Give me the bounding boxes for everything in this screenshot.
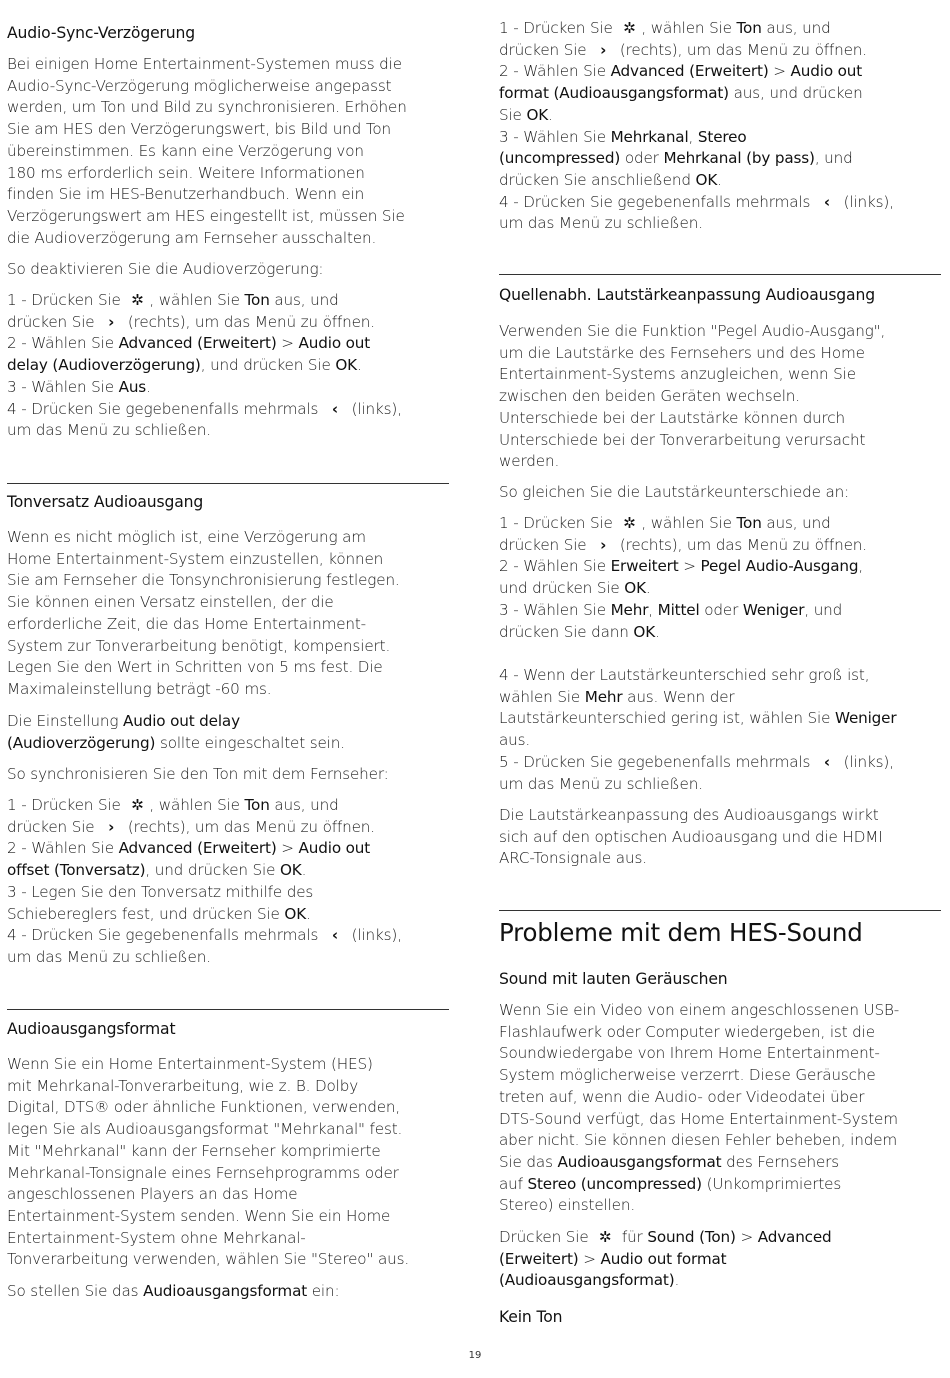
chevron-left-icon: ‹ bbox=[331, 399, 338, 418]
page-number: 19 bbox=[468, 1350, 482, 1361]
step-line: drücken Sie anschließend OK. bbox=[499, 170, 722, 189]
audioausgangsformat-steps bbox=[499, 18, 941, 235]
text-line: Wenn es nicht möglich ist, eine Verzögerung am bbox=[7, 528, 366, 546]
gear-icon: ✲ bbox=[131, 796, 144, 814]
text-line: Stereo) einstellen. bbox=[499, 1196, 636, 1215]
text-line: mit Mehrkanal-Tonverarbeitung, wie z. B. Dolby bbox=[7, 1076, 359, 1095]
step-line: 4 - Drücken Sie gegebenenfalls mehrmals ‹ (links), bbox=[7, 925, 449, 947]
heading-audioausgangsformat: Audioausgangsformat bbox=[7, 1020, 176, 1038]
text-line: Entertainment-System senden. Wenn Sie ein Home bbox=[7, 1206, 391, 1225]
text-line: Home Entertainment-System einzustellen, können bbox=[7, 549, 384, 568]
heading-probleme-hes-sound: Probleme mit dem HES-Sound bbox=[499, 918, 863, 947]
step-line: 1 - Drücken Sie ✲ , wählen Sie Ton aus, und bbox=[7, 290, 449, 312]
text-line: System möglicherweise verzerrt. Diese Geräusche bbox=[499, 1066, 876, 1085]
step-line: drücken Sie dann OK. bbox=[499, 622, 660, 641]
lautstaerke-steps-b bbox=[499, 665, 941, 795]
text-line: DTS-Sound verfügt, das Home Entertainment-System bbox=[499, 1109, 898, 1128]
chevron-left-icon: ‹ bbox=[823, 192, 830, 211]
text-line: Entertainment-System ohne Mehrkanal- bbox=[7, 1228, 306, 1247]
text-line: System zur Tonverarbeitung benötigt, kompensiert. bbox=[7, 636, 391, 655]
chevron-left-icon: ‹ bbox=[823, 752, 830, 771]
text-line: Bei einigen Home Entertainment-Systemen muss die bbox=[7, 55, 402, 73]
step-line: 4 - Drücken Sie gegebenenfalls mehrmals ‹ (links), bbox=[7, 399, 449, 421]
text-line: aber nicht. Sie können diesen Fehler beheben, indem bbox=[499, 1131, 898, 1150]
section-divider bbox=[499, 910, 941, 911]
hes-sound-menu-path bbox=[499, 1227, 941, 1292]
step-line: um das Menü zu schließen. bbox=[7, 947, 211, 966]
text-line: Mit "Mehrkanal" kann der Fernseher komprimierte bbox=[7, 1141, 381, 1160]
text-line: Maximaleinstellung beträgt -60 ms. bbox=[7, 679, 272, 698]
text-line: (Erweitert) > Audio out format bbox=[499, 1249, 727, 1268]
text-line: übereinstimmen. Es kann eine Verzögerung von bbox=[7, 141, 364, 160]
text-line: auf Stereo (uncompressed) (Unkomprimiertes bbox=[499, 1174, 842, 1193]
text-line: Sie am Fernseher die Tonsynchronisierung festlegen. bbox=[7, 571, 400, 590]
step-line: format (Audioausgangsformat) aus, und drücken bbox=[499, 84, 863, 103]
step-line: 3 - Wählen Sie Aus. bbox=[7, 377, 151, 396]
text-line: werden. bbox=[499, 452, 560, 471]
text-line: finden Sie im HES-Benutzerhandbuch. Wenn ein bbox=[7, 185, 365, 204]
audio-sync-paragraph bbox=[7, 54, 449, 249]
text-line: ARC-Tonsignale aus. bbox=[499, 849, 647, 868]
step-line: drücken Sie › (rechts), um das Menü zu öffnen. bbox=[499, 535, 941, 557]
text-line: Die Lautstärkeanpassung des Audioausgangs wirkt bbox=[499, 806, 879, 824]
chevron-right-icon: › bbox=[108, 312, 115, 331]
text-line: Mehrkanal-Tonsignale eines Fernsehprogramms oder bbox=[7, 1163, 399, 1182]
text-line: Soundwiedergabe von Ihrem Home Entertainment- bbox=[499, 1044, 880, 1063]
text-line: (Audioausgangsformat). bbox=[499, 1271, 680, 1290]
text-line: legen Sie als Audioausgangsformat "Mehrkanal" fest. bbox=[7, 1120, 403, 1139]
audioausgangsformat-intro: So stellen Sie das Audioausgangsformat ein: bbox=[7, 1282, 340, 1300]
audioausgangsformat-paragraph bbox=[7, 1054, 449, 1271]
step-line: 3 - Wählen Sie Mehrkanal, Stereo bbox=[499, 127, 747, 146]
audio-sync-steps bbox=[7, 290, 449, 442]
step-line: Sie OK. bbox=[499, 105, 553, 124]
chevron-right-icon: › bbox=[600, 535, 607, 554]
step-line: 2 - Wählen Sie Erweitert > Pegel Audio-Ausgang, bbox=[499, 557, 864, 576]
text-line: 180 ms erforderlich sein. Weitere Informationen bbox=[7, 163, 365, 182]
text-line: Tonverarbeitung verwenden, wählen Sie "Stereo" aus. bbox=[7, 1250, 410, 1269]
gear-icon: ✲ bbox=[623, 19, 636, 37]
step-line: 1 - Drücken Sie ✲ , wählen Sie Ton aus, und bbox=[499, 18, 941, 40]
step-line: 1 - Drücken Sie ✲ , wählen Sie Ton aus, und bbox=[499, 513, 941, 535]
tonversatz-intro: So synchronisieren Sie den Ton mit dem Fernseher: bbox=[7, 765, 389, 783]
step-line: 4 - Wenn der Lautstärkeunterschied sehr groß ist, bbox=[499, 666, 870, 684]
heading-lautstaerkeanpassung: Quellenabh. Lautstärkeanpassung Audioausgang bbox=[499, 286, 875, 304]
step-line: 2 - Wählen Sie Advanced (Erweitert) > Audio out bbox=[7, 334, 371, 353]
step-line: um das Menü zu schließen. bbox=[499, 214, 703, 233]
subheading-kein-ton: Kein Ton bbox=[499, 1308, 563, 1326]
step-line: 4 - Drücken Sie gegebenenfalls mehrmals ‹ (links), bbox=[499, 192, 941, 214]
subheading-sound-geraeusche: Sound mit lauten Geräuschen bbox=[499, 970, 728, 988]
text-line: Sie können einen Versatz einstellen, der die bbox=[7, 593, 334, 612]
text-line: angeschlossenen Players an das Home bbox=[7, 1185, 298, 1204]
section-divider bbox=[7, 1009, 449, 1010]
step-line: drücken Sie › (rechts), um das Menü zu öffnen. bbox=[7, 312, 449, 334]
section-divider bbox=[7, 483, 449, 484]
text-line: Die Einstellung Audio out delay bbox=[7, 712, 240, 730]
text-line: Flashlaufwerk oder Computer wiedergeben, ist die bbox=[499, 1022, 875, 1041]
text-line: Audio-Sync-Verzögerung möglicherweise angepasst bbox=[7, 76, 392, 95]
chevron-right-icon: › bbox=[600, 40, 607, 59]
section-divider bbox=[499, 274, 941, 275]
gear-icon: ✲ bbox=[131, 291, 144, 309]
hes-sound-paragraph bbox=[499, 1000, 941, 1217]
text-line: werden, um Ton und Bild zu synchronisieren. Erhöhen bbox=[7, 98, 407, 117]
lautstaerke-steps-a bbox=[499, 513, 941, 643]
step-line: 5 - Drücken Sie gegebenenfalls mehrmals ‹ (links), bbox=[499, 752, 941, 774]
text-line: zwischen den beiden Geräten wechseln. bbox=[499, 387, 800, 406]
tonversatz-paragraph bbox=[7, 527, 449, 701]
text-line: Wenn Sie ein Video von einem angeschlossenen USB- bbox=[499, 1001, 900, 1019]
step-line: 1 - Drücken Sie ✲ , wählen Sie Ton aus, und bbox=[7, 795, 449, 817]
text-line: Sie das Audioausgangsformat des Fernsehers bbox=[499, 1152, 840, 1171]
heading-tonversatz: Tonversatz Audioausgang bbox=[7, 493, 204, 511]
text-line: Digital, DTS® oder ähnliche Funktionen, verwenden, bbox=[7, 1098, 401, 1117]
step-line: Lautstärkeunterschied gering ist, wählen Sie Weniger bbox=[499, 709, 897, 728]
text-line: Unterschiede bei der Lautstärke können durch bbox=[499, 408, 845, 427]
text-line: Wenn Sie ein Home Entertainment-System (HES) bbox=[7, 1055, 373, 1073]
step-line: wählen Sie Mehr aus. Wenn der bbox=[499, 687, 735, 706]
gear-icon: ✲ bbox=[623, 514, 636, 532]
step-line: delay (Audioverzögerung), und drücken Sie OK. bbox=[7, 356, 362, 375]
chevron-right-icon: › bbox=[108, 817, 115, 836]
lautstaerke-intro: So gleichen Sie die Lautstärkeunterschiede an: bbox=[499, 483, 850, 501]
step-line: drücken Sie › (rechts), um das Menü zu öffnen. bbox=[7, 817, 449, 839]
lautstaerke-outro bbox=[499, 805, 941, 870]
heading-audio-sync: Audio-Sync-Verzögerung bbox=[7, 24, 195, 42]
step-line: 2 - Wählen Sie Advanced (Erweitert) > Audio out bbox=[7, 839, 371, 858]
lautstaerke-paragraph bbox=[499, 321, 941, 473]
text-line: Verzögerungswert am HES eingestellt ist, müssen Sie bbox=[7, 206, 405, 225]
tonversatz-setting-note bbox=[7, 711, 449, 754]
step-line: 3 - Legen Sie den Tonversatz mithilfe des bbox=[7, 882, 314, 901]
step-line: um das Menü zu schließen. bbox=[7, 421, 211, 440]
text-line: Unterschiede bei der Tonverarbeitung verursacht bbox=[499, 430, 866, 449]
text-line: sich auf den optischen Audioausgang und die HDMI bbox=[499, 827, 883, 846]
text-line: Legen Sie den Wert in Schritten von 5 ms fest. Die bbox=[7, 658, 383, 677]
step-line: (uncompressed) oder Mehrkanal (by pass), und bbox=[499, 149, 853, 168]
text-line: erforderliche Zeit, die das Home Entertainment- bbox=[7, 614, 367, 633]
step-line: 3 - Wählen Sie Mehr, Mittel oder Weniger, und bbox=[499, 600, 843, 619]
text-line: (Audioverzögerung) sollte eingeschaltet sein. bbox=[7, 733, 345, 752]
step-line: um das Menü zu schließen. bbox=[499, 774, 703, 793]
text-line: Entertainment-Systems anzugleichen, wenn Sie bbox=[499, 365, 856, 384]
text-line: die Audioverzögerung am Fernseher ausschalten. bbox=[7, 228, 377, 247]
step-line: drücken Sie › (rechts), um das Menü zu öffnen. bbox=[499, 40, 941, 62]
text-line: treten auf, wenn die Audio- oder Videodatei über bbox=[499, 1087, 865, 1106]
step-line: offset (Tonversatz), und drücken Sie OK. bbox=[7, 861, 307, 880]
chevron-left-icon: ‹ bbox=[331, 926, 338, 945]
text-line: Sie am HES den Verzögerungswert, bis Bild und Ton bbox=[7, 120, 391, 139]
audio-sync-intro: So deaktivieren Sie die Audioverzögerung: bbox=[7, 260, 324, 278]
text-line: um die Lautstärke des Fernsehers und des Home bbox=[499, 343, 865, 362]
text-line: Drücken Sie ✲ für Sound (Ton) > Advanced bbox=[499, 1227, 941, 1249]
tonversatz-steps bbox=[7, 795, 449, 969]
step-line: und drücken Sie OK. bbox=[499, 579, 651, 598]
text-line: Verwenden Sie die Funktion "Pegel Audio-Ausgang", bbox=[499, 322, 886, 340]
step-line: 2 - Wählen Sie Advanced (Erweitert) > Audio out bbox=[499, 62, 863, 81]
step-line: aus. bbox=[499, 731, 531, 750]
step-line: Schiebereglers fest, und drücken Sie OK. bbox=[7, 904, 311, 923]
gear-icon: ✲ bbox=[598, 1228, 612, 1246]
